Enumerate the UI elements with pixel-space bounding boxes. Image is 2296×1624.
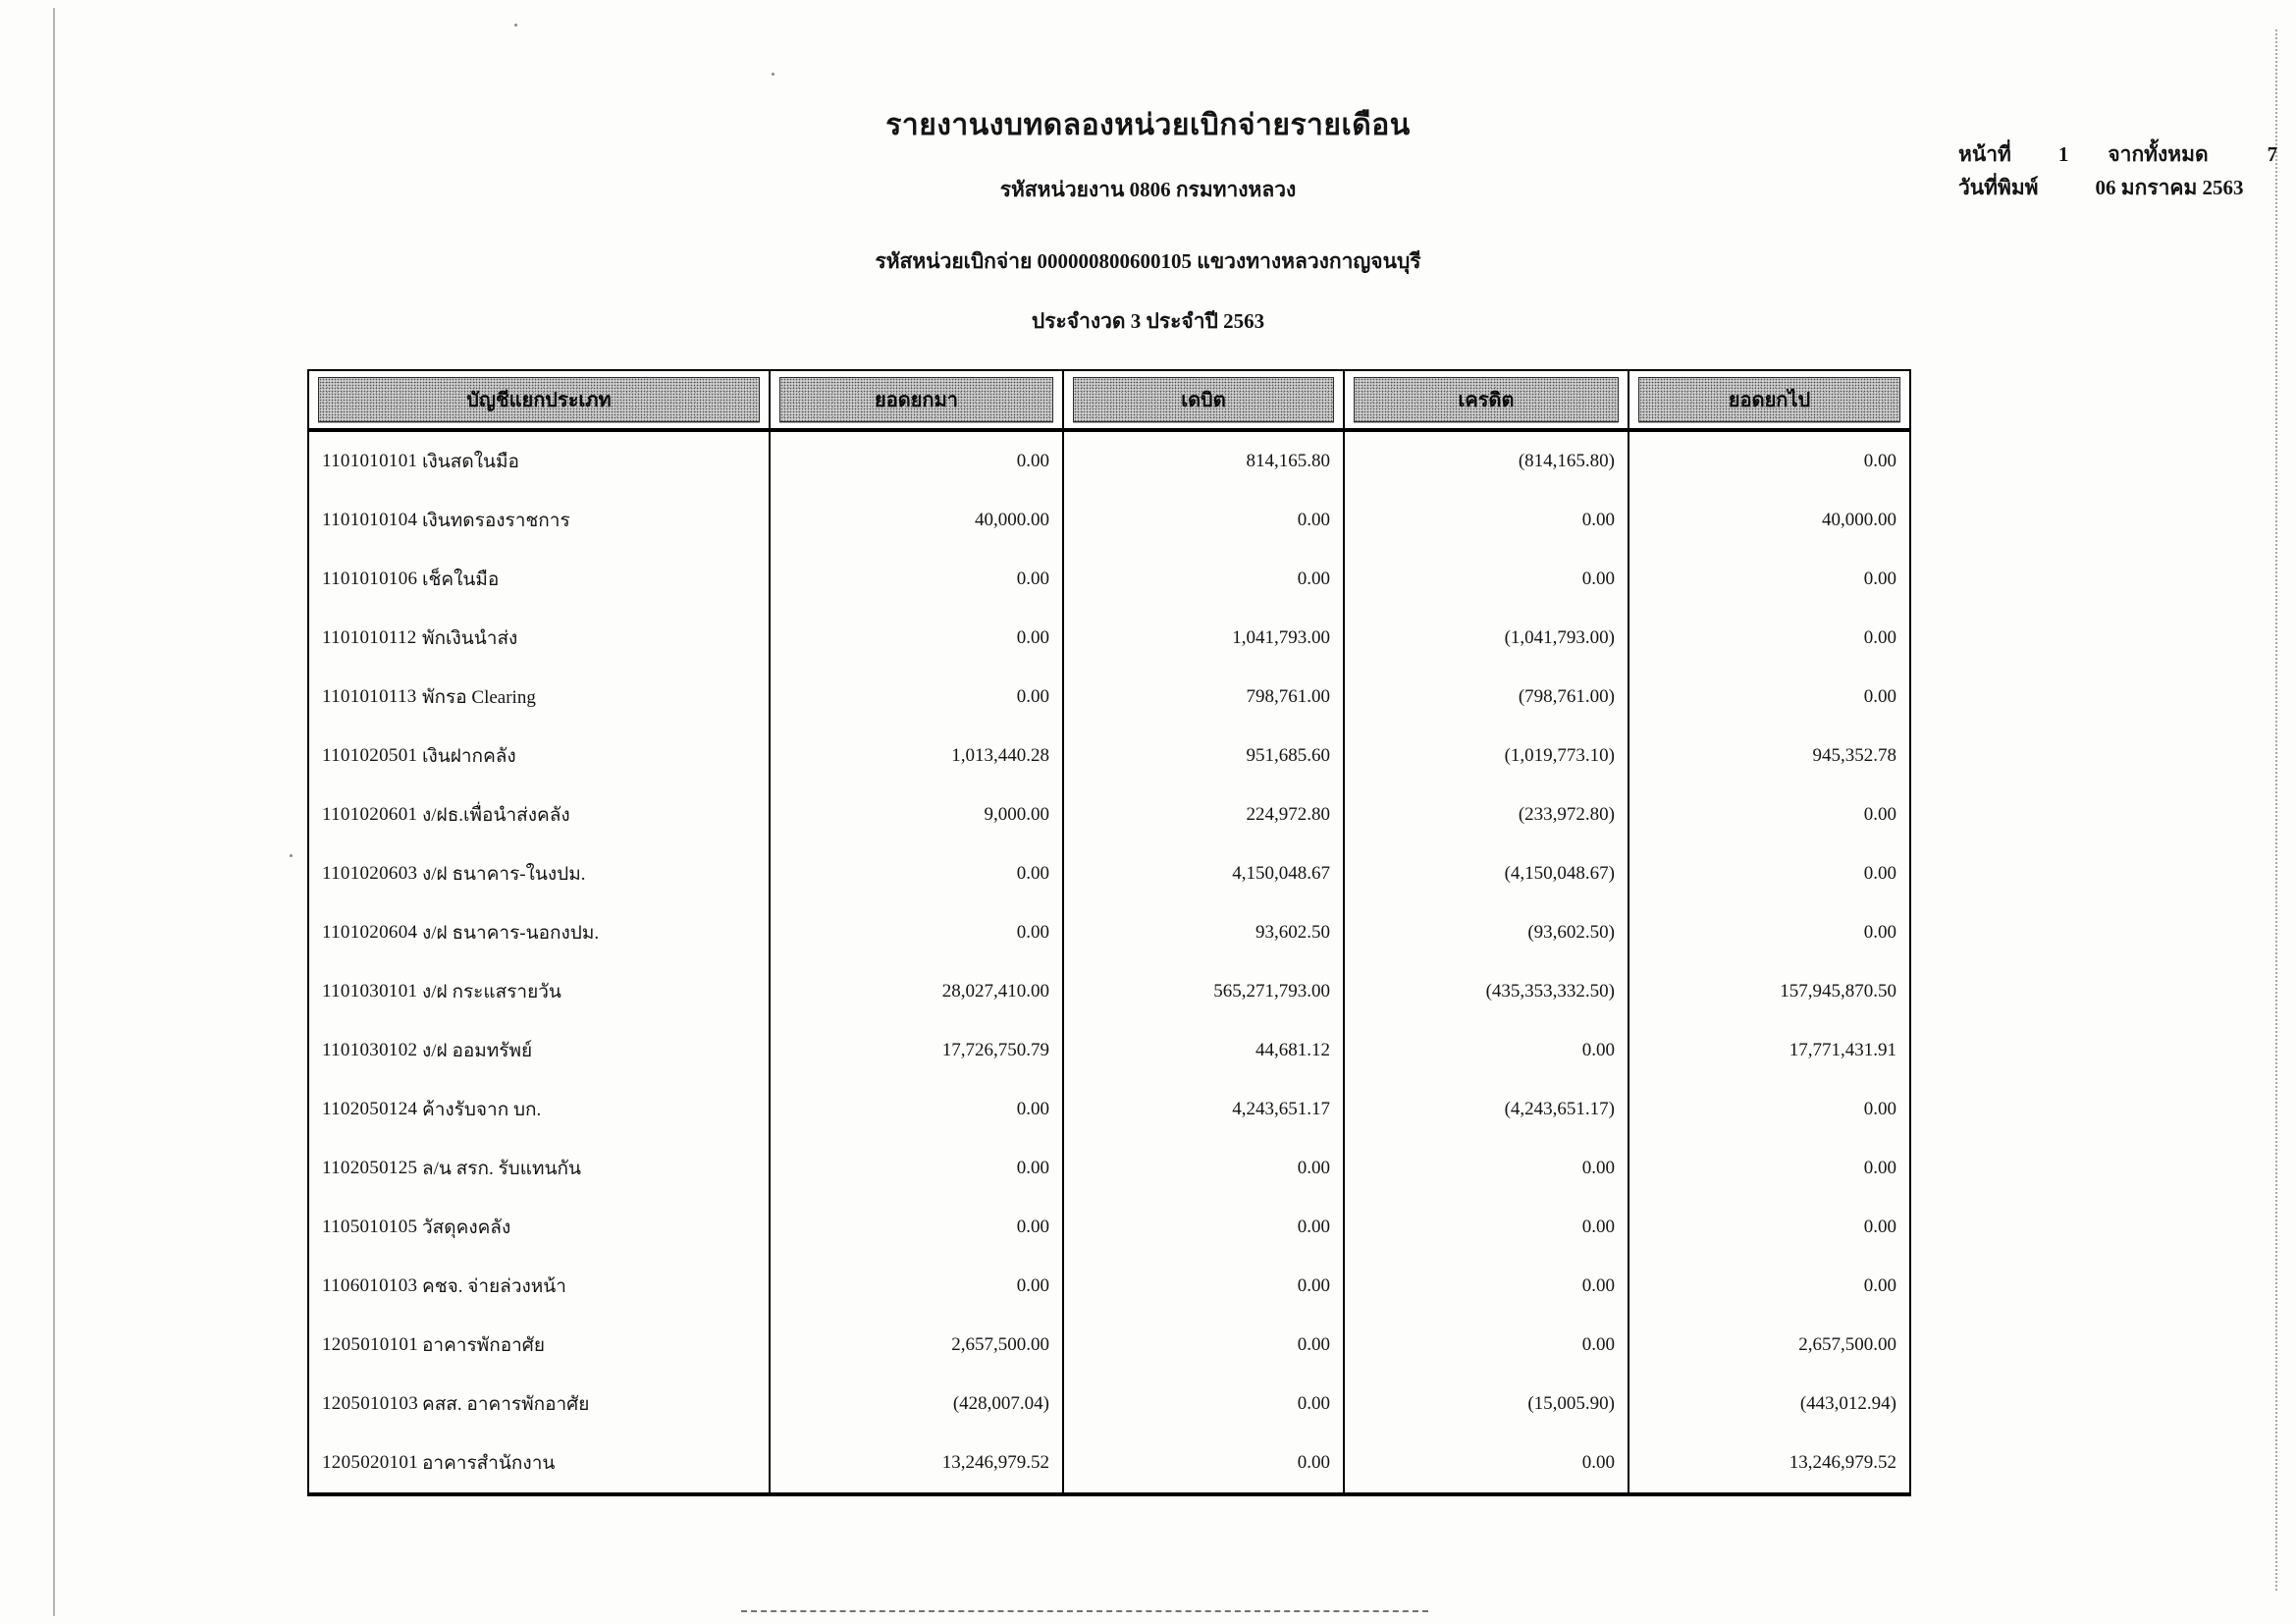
amount-debit: 0.00 [1064,1257,1345,1316]
amount-debit: 0.00 [1064,491,1345,550]
account-name: ง/ฝ กระแสรายวัน [422,982,561,1002]
account-code: 1101030102 [322,1040,418,1060]
page-title: รายงานงบทดลองหน่วยเบิกจ่ายรายเดือน [885,109,1411,141]
amount-credit: 0.00 [1345,550,1629,609]
amount-credit: 0.00 [1345,1021,1629,1080]
amount-carry-forward: 28,027,410.00 [771,962,1064,1021]
amount-debit: 0.00 [1064,1316,1345,1375]
account-cell [309,1434,771,1492]
col-header-debit-cell [1064,371,1345,428]
total-pages-label: จากทั้งหมด [2108,142,2209,166]
account-code: 1102050125 [322,1158,418,1178]
amount-carry-forward: 13,246,979.52 [771,1434,1064,1492]
amount-balance-forward: 17,771,431.91 [1789,1040,1896,1060]
account-code: 1101010113 [322,686,417,707]
account-cell [309,1257,771,1316]
amount-balance-forward: 40,000.00 [1822,510,1896,530]
account-cell [309,962,771,1021]
account-name: คชจ. จ่ายล่วงหน้า [422,1276,566,1297]
account-code: 1102050124 [322,1099,418,1119]
table-row [309,491,1909,550]
account-cell [309,1080,771,1139]
table-row [309,962,1909,1021]
col-header-debit: เดบิต [1073,377,1334,422]
bottom-dashed-line [741,1610,1428,1612]
amount-credit: (233,972.80) [1345,785,1629,844]
page-number: 1 [2057,142,2069,166]
account-code: 1106010103 [322,1275,418,1296]
account-name: ค้างรับจาก บก. [422,1100,542,1120]
account-name: อาคารสำนักงาน [422,1453,556,1474]
page-info [1958,137,2277,204]
scan-speck [290,854,293,857]
col-header-account: บัญชีแยกประเภท [318,377,760,422]
account-code: 1205020101 [322,1452,418,1473]
table-row [309,1021,1909,1080]
account-code: 1101020601 [322,804,418,825]
amount-carry-forward: 0.00 [771,844,1064,903]
account-cell [309,727,771,785]
amount-balance-forward: 2,657,500.00 [1798,1334,1896,1355]
table-row [309,1375,1909,1434]
col-header-carry-forward-cell [771,371,1064,428]
page-label: หน้าที่ [1958,142,2011,166]
amount-debit: 44,681.12 [1064,1021,1345,1080]
amount-carry-forward: 0.00 [771,1139,1064,1198]
amount-debit: 814,165.80 [1064,432,1345,491]
account-code: 1205010103 [322,1393,418,1414]
table-row [309,903,1909,962]
amount-debit: 798,761.00 [1064,668,1345,727]
table-row [309,727,1909,785]
amount-balance-forward: 13,246,979.52 [1789,1452,1896,1473]
scan-speck [514,24,517,27]
account-cell [309,668,771,727]
amount-carry-forward: 0.00 [771,903,1064,962]
col-header-credit-cell [1345,371,1629,428]
amount-credit: (4,150,048.67) [1345,844,1629,903]
table-row [309,609,1909,668]
amount-balance-forward: 0.00 [1863,1217,1896,1237]
account-cell [309,1021,771,1080]
account-code: 1101010106 [322,568,418,589]
amount-carry-forward: 1,013,440.28 [771,727,1064,785]
account-cell [309,1316,771,1375]
amount-balance-forward: 0.00 [1863,804,1896,825]
amount-balance-forward: 0.00 [1863,922,1896,943]
amount-credit: 0.00 [1345,1139,1629,1198]
amount-balance-forward: 0.00 [1863,1099,1896,1119]
account-name: วัสดุคงคลัง [422,1218,511,1238]
amount-credit: (1,019,773.10) [1345,727,1629,785]
table-row [309,844,1909,903]
amount-carry-forward: 0.00 [771,432,1064,491]
amount-carry-forward: 0.00 [771,550,1064,609]
account-cell [309,844,771,903]
print-date-label: วันที่พิมพ์ [1958,176,2039,199]
account-code: 1105010105 [322,1217,418,1237]
amount-credit: (93,602.50) [1345,903,1629,962]
col-header-balance-forward: ยอดยกไป [1638,377,1900,422]
account-cell [309,1198,771,1257]
amount-credit: 0.00 [1345,1316,1629,1375]
amount-balance-forward: 0.00 [1863,1275,1896,1296]
amount-debit: 565,271,793.00 [1064,962,1345,1021]
account-name: เงินสดในมือ [422,452,519,472]
disbursement-unit-line: รหัสหน่วยเบิกจ่าย 000000800600105 แขวงทางหลวงกาญจนบุรี [875,249,1421,273]
account-name: คสส. อาคารพักอาศัย [422,1394,590,1415]
account-cell [309,1375,771,1434]
amount-credit: 0.00 [1345,1434,1629,1492]
table-row [309,1198,1909,1257]
table-header-row [309,371,1909,432]
account-code: 1101010101 [322,451,418,471]
account-code: 1101030101 [322,981,418,1001]
amount-debit: 1,041,793.00 [1064,609,1345,668]
amount-debit: 4,243,651.17 [1064,1080,1345,1139]
account-name: ล/น สรก. รับแทนกัน [422,1159,581,1179]
report-header [0,102,2296,338]
total-pages: 7 [2267,142,2278,166]
amount-balance-forward: (443,012.94) [1799,1393,1896,1414]
amount-credit: (4,243,651.17) [1345,1080,1629,1139]
table-row [309,432,1909,491]
amount-carry-forward: 0.00 [771,668,1064,727]
amount-carry-forward: 2,657,500.00 [771,1316,1064,1375]
account-name: ง/ฝ ออมทรัพย์ [422,1041,533,1061]
page-number-row [1958,137,2277,171]
amount-debit: 0.00 [1064,1139,1345,1198]
amount-carry-forward: 0.00 [771,1080,1064,1139]
amount-debit: 0.00 [1064,550,1345,609]
amount-credit: (1,041,793.00) [1345,609,1629,668]
amount-credit: 0.00 [1345,1198,1629,1257]
col-header-account-cell [309,371,771,428]
print-date-row [1958,171,2277,204]
period-line: ประจำงวด 3 ประจำปี 2563 [1031,309,1265,333]
table-row [309,668,1909,727]
amount-debit: 0.00 [1064,1198,1345,1257]
account-code: 1101020604 [322,922,418,943]
col-header-carry-forward: ยอดยกมา [779,377,1053,422]
amount-debit: 93,602.50 [1064,903,1345,962]
account-cell [309,491,771,550]
account-code: 1101020603 [322,863,418,884]
col-header-balance-forward-cell [1629,371,1909,428]
amount-balance-forward: 0.00 [1863,1158,1896,1178]
amount-balance-forward: 0.00 [1863,568,1896,589]
amount-carry-forward: 17,726,750.79 [771,1021,1064,1080]
amount-debit: 0.00 [1064,1375,1345,1434]
print-date: 06 มกราคม 2563 [2095,176,2244,199]
amount-carry-forward: 9,000.00 [771,785,1064,844]
col-header-credit: เครดิต [1354,377,1619,422]
account-cell [309,432,771,491]
account-name: ง/ฝธ.เพื่อนำส่งคลัง [422,805,570,826]
table-row [309,1139,1909,1198]
amount-credit: (435,353,332.50) [1345,962,1629,1021]
table-row [309,1080,1909,1139]
agency-code-line: รหัสหน่วยงาน 0806 กรมทางหลวง [999,178,1297,201]
amount-credit: (814,165.80) [1345,432,1629,491]
account-code: 1205010101 [322,1334,418,1355]
table-row [309,1316,1909,1375]
amount-carry-forward: 0.00 [771,1198,1064,1257]
amount-balance-forward: 0.00 [1863,627,1896,648]
account-name: ง/ฝ ธนาคาร-ในงปม. [422,864,586,885]
account-cell [309,785,771,844]
trial-balance-table [307,369,1911,1496]
table-body [309,432,1909,1492]
account-name: อาคารพักอาศัย [422,1335,545,1356]
amount-carry-forward: 0.00 [771,609,1064,668]
account-name: ง/ฝ ธนาคาร-นอกงปม. [422,923,600,944]
amount-carry-forward: 0.00 [771,1257,1064,1316]
account-code: 1101010104 [322,510,418,530]
amount-debit: 4,150,048.67 [1064,844,1345,903]
amount-credit: (798,761.00) [1345,668,1629,727]
account-cell [309,550,771,609]
amount-balance-forward: 945,352.78 [1812,745,1896,766]
account-name: พักรอ Clearing [422,687,536,708]
amount-credit: 0.00 [1345,491,1629,550]
account-code: 1101020501 [322,745,418,766]
account-cell [309,1139,771,1198]
table-row [309,785,1909,844]
account-code: 1101010112 [322,627,417,648]
table-row [309,1257,1909,1316]
amount-debit: 224,972.80 [1064,785,1345,844]
amount-debit: 0.00 [1064,1434,1345,1492]
amount-carry-forward: 40,000.00 [771,491,1064,550]
account-cell [309,903,771,962]
account-name: เช็คในมือ [422,569,500,590]
table-row [309,550,1909,609]
amount-debit: 951,685.60 [1064,727,1345,785]
account-name: เงินทดรองราชการ [422,511,570,531]
amount-balance-forward: 0.00 [1863,863,1896,884]
amount-credit: (15,005.90) [1345,1375,1629,1434]
amount-credit: 0.00 [1345,1257,1629,1316]
amount-balance-forward: 0.00 [1863,686,1896,707]
scan-speck [772,73,774,76]
amount-balance-forward: 0.00 [1863,451,1896,471]
amount-carry-forward: (428,007.04) [771,1375,1064,1434]
account-cell [309,609,771,668]
table-row [309,1434,1909,1492]
amount-balance-forward: 157,945,870.50 [1780,981,1896,1001]
account-name: พักเงินนำส่ง [422,628,518,649]
account-name: เงินฝากคลัง [422,746,516,767]
